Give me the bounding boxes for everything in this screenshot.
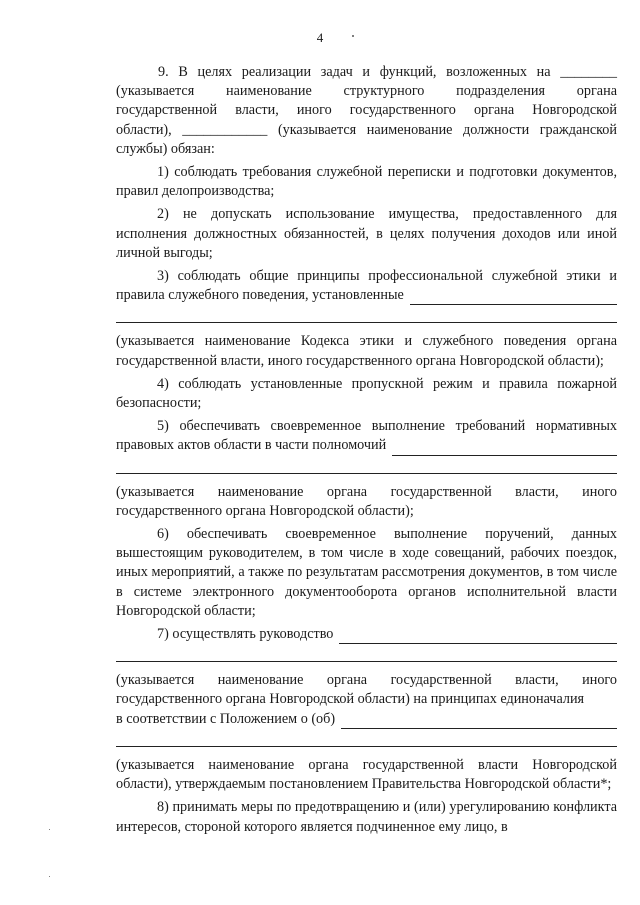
scan-speck (49, 829, 50, 830)
paragraph-9-line: 9. В целях реализации задач и функций, возложенных на ________ (158, 64, 617, 80)
scan-speck (352, 35, 354, 37)
blank-field-line (116, 313, 617, 323)
blank-field-line (341, 714, 617, 729)
paragraph-9-line: государственной власти, иного государственного органа Новгородской (116, 102, 617, 119)
paragraph-9-line: области), ____________ (указывается наименование должности гражданской (116, 121, 617, 138)
item-7-note-fill-text: в соответствии с Положением о (об) (116, 710, 336, 727)
item-7-note-a: (указывается наименование органа государственной власти, иного государственного органа Новгородской области) на принципах единоначалия (116, 672, 617, 708)
item-2: 2) не допускать использование имущества, предоставленного для исполнения должностных обязанностей, в целях получения доходов или иной личной выгоды; (116, 206, 617, 261)
paragraph-9-line: (указывается наименование структурного подразделения органа (116, 83, 617, 100)
item-3-note: (указывается наименование Кодекса этики и служебного поведения органа государственной власти, иного государственного органа Новгородской области); (116, 333, 617, 369)
item-3-fill-text: правила служебного поведения, установленные (116, 287, 404, 304)
item-5-fill-text: правовых актов области в части полномочий (116, 437, 387, 454)
paragraph-9-line: службы) обязан: (116, 140, 215, 157)
item-7-fill-text: 7) осуществлять руководство (157, 626, 334, 643)
item-7-note-b: (указывается наименование органа государственной власти Новгородской области), утверждаемым постановлением Правительства Новгородской области*; (116, 756, 617, 793)
blank-field-line (339, 629, 617, 644)
item-5-note: (указывается наименование органа государственной власти, иного государственного органа Новгородской области); (116, 483, 617, 519)
item-6: 6) обеспечивать своевременное выполнение поручений, данных вышестоящим руководителем, в том числе в ходе совещаний, рабочих поездок, иных мероприятий, а также по результатам рассмотрения документов, в том числе в системе электронного документооборота органов исполнительной власти Новгородской области; (116, 526, 617, 619)
item-7-note-fill-line (116, 710, 617, 729)
blank-field-line (410, 290, 617, 305)
blank-field-line (392, 441, 617, 456)
item-7-fill-line (116, 625, 617, 644)
item-3-start: 3) соблюдать общие принципы профессиональной служебной этики и (157, 268, 617, 285)
blank-field-line (116, 652, 617, 662)
item-5-start: 5) обеспечивать своевременное выполнение требований нормативных (157, 418, 617, 435)
item-8: 8) принимать меры по предотвращению и (или) урегулированию конфликта интересов, стороной которого является подчиненное ему лицо, в (116, 799, 617, 835)
item-5-fill-line (116, 436, 617, 455)
blank-field-line (116, 737, 617, 747)
scan-speck (49, 876, 50, 877)
item-1: 1) соблюдать требования служебной переписки и подготовки документов, правил делопроизводства; (116, 164, 617, 200)
paragraph-9 (116, 63, 617, 159)
item-3-fill-line (116, 286, 617, 305)
blank-field-line (116, 464, 617, 474)
page-number: 4 (316, 30, 324, 45)
document-body (116, 63, 617, 837)
item-4: 4) соблюдать установленные пропускной режим и правила пожарной безопасности; (116, 375, 617, 412)
